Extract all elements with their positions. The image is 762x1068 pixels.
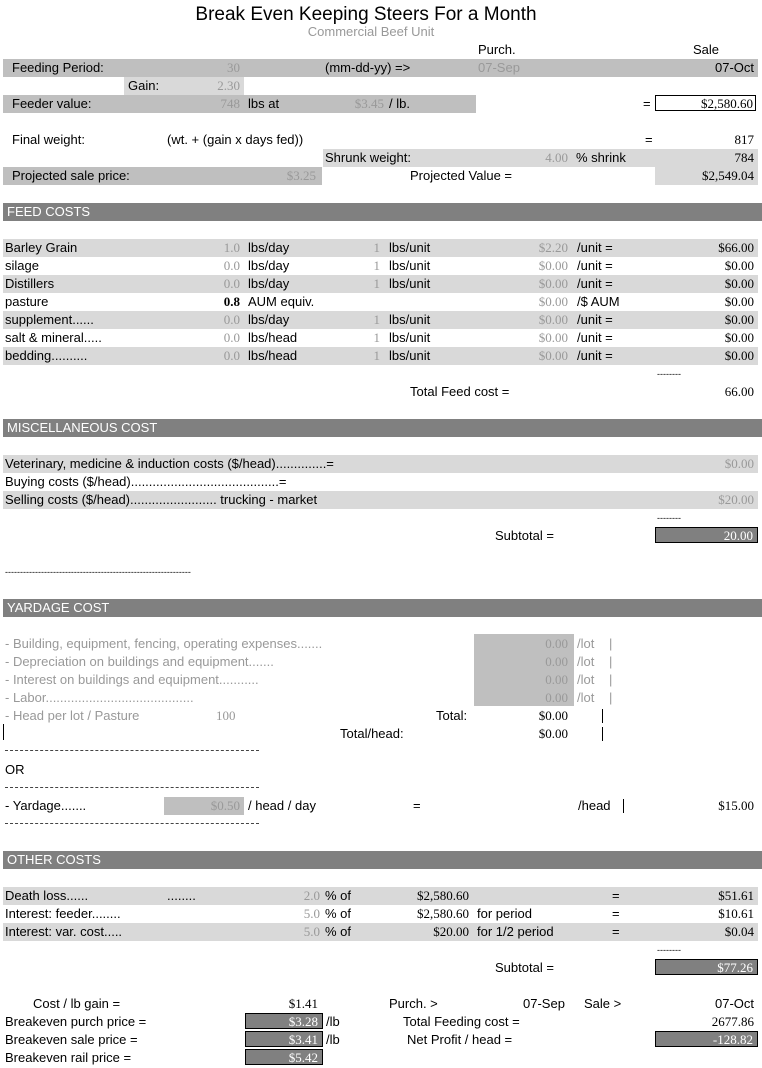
yardage-bar	[602, 727, 603, 741]
be-purch: $3.28	[245, 1013, 323, 1029]
summary-purch-date: 07-Sep	[523, 996, 565, 1011]
feeder-total: $2,580.60	[655, 95, 756, 111]
yardage-item-unit: /lot	[577, 672, 595, 687]
final-weight: 817	[734, 132, 754, 147]
final-weight-formula: (wt. + (gain x days fed))	[167, 132, 304, 147]
feed-price-unit: /unit =	[577, 348, 613, 363]
feed-qty-unit: lbs/day	[248, 240, 290, 255]
feed-item-name: silage	[5, 258, 39, 273]
feeder-price-input[interactable]: $3.45	[354, 96, 384, 111]
yardage-divider	[5, 750, 259, 751]
projected-sale-price-label: Projected sale price:	[12, 168, 130, 183]
feed-qty-input[interactable]: 1.0	[223, 240, 240, 255]
other-pct-input[interactable]: 5.0	[303, 924, 320, 939]
yardage-item-label: - Depreciation on buildings and equipment.......	[5, 654, 274, 669]
other-value: $51.61	[718, 888, 754, 903]
other-pct-input[interactable]: 2.0	[303, 888, 320, 903]
other-costs-header: OTHER COSTS	[3, 851, 762, 869]
other-item-label: Death loss......	[5, 888, 89, 903]
page-subtitle: Commercial Beef Unit	[307, 24, 435, 39]
gain-input[interactable]: 2.30	[217, 78, 240, 93]
yardage-item-input[interactable]: 0.00	[545, 672, 568, 687]
feed-item-name: salt & mineral.....	[5, 330, 102, 345]
feed-price-unit: /unit =	[577, 330, 613, 345]
feed-cost: $0.00	[724, 258, 754, 273]
other-period: for period	[477, 906, 532, 921]
equals-sign: =	[612, 906, 620, 921]
summary-sale-date: 07-Oct	[714, 996, 754, 1011]
feeder-weight-input[interactable]: 748	[220, 96, 240, 111]
equals-sign: =	[612, 924, 620, 939]
feed-cost: $0.00	[724, 294, 754, 309]
be-sale-label: Breakeven sale price =	[5, 1032, 138, 1047]
feed-per-unit: lbs/unit	[389, 312, 431, 327]
feed-per-unit: lbs/unit	[389, 240, 431, 255]
date-format-label: (mm-dd-yy) =>	[325, 60, 411, 75]
feed-row-band	[3, 347, 758, 365]
yardage-item-input[interactable]: 0.00	[545, 690, 568, 705]
feed-qty-unit: lbs/head	[248, 330, 298, 345]
misc-subtotal-label: Subtotal =	[495, 528, 554, 543]
yardage-item-label: - Building, equipment, fencing, operating expenses.......	[5, 636, 323, 651]
feed-qty-unit: lbs/day	[248, 276, 290, 291]
feed-qty-input[interactable]: 0.0	[223, 258, 240, 273]
feed-item-name: supplement......	[5, 312, 94, 327]
yardage-item-unit: /lot	[577, 690, 595, 705]
feed-per-input[interactable]: 1	[373, 240, 380, 255]
yardage-item-unit: /lot	[577, 636, 595, 651]
net-profit-label: Net Profit / head =	[407, 1032, 513, 1047]
gain-label: Gain:	[128, 78, 160, 93]
feed-price-input[interactable]: $2.20	[538, 240, 568, 255]
shrink-pct-input[interactable]: 4.00	[545, 150, 568, 165]
misc-divider: --------------------------------------------------------------	[5, 567, 191, 577]
sale-arrow-label: Sale >	[584, 996, 622, 1011]
feed-price-input[interactable]: $0.00	[538, 312, 568, 327]
head-per-lot-input[interactable]: 100	[216, 708, 236, 723]
yardage-item-bar: |	[609, 672, 613, 687]
other-value: $10.61	[718, 906, 754, 921]
other-pct-input[interactable]: 5.0	[303, 906, 320, 921]
net-profit: -128.82	[655, 1031, 758, 1047]
yardage-total-head: $0.00	[538, 726, 568, 741]
be-rail-label: Breakeven rail price =	[5, 1050, 132, 1065]
be-purch-label: Breakeven purch price =	[5, 1014, 147, 1029]
selling-label: Selling costs ($/head)........................ trucking - market	[5, 492, 318, 507]
vet-label: Veterinary, medicine & induction costs ($/head)..............=	[5, 456, 334, 471]
yardage-total-label: Total:	[436, 708, 468, 723]
feed-cost: $0.00	[724, 276, 754, 291]
yardage-bar	[602, 709, 603, 723]
other-item-label: Interest: var. cost.....	[5, 924, 123, 939]
other-item-dots: ........	[167, 888, 196, 903]
selling-input[interactable]: $20.00	[718, 492, 754, 507]
per-lb-label: / lb.	[389, 96, 410, 111]
feed-qty-input[interactable]: 0.8	[223, 294, 240, 309]
equals-sign: =	[612, 888, 620, 903]
purch-date-input[interactable]: 07-Sep	[478, 60, 520, 75]
other-of-label: % of	[325, 888, 352, 903]
other-period: for 1/2 period	[477, 924, 554, 939]
cost-lb-gain-label: Cost / lb gain =	[33, 996, 121, 1011]
feed-per-input[interactable]: 1	[373, 330, 380, 345]
total-feed-cost: 66.00	[724, 384, 754, 399]
feed-row-band	[3, 239, 758, 257]
feed-per-unit: lbs/unit	[389, 276, 431, 291]
misc-subtotal: 20.00	[655, 527, 758, 543]
feed-price-unit: /$ AUM	[577, 294, 620, 309]
lbs-at-label: lbs at	[248, 96, 280, 111]
yardage-label: - Yardage.......	[5, 798, 87, 813]
feed-price-unit: /unit =	[577, 240, 613, 255]
feed-price-unit: /unit =	[577, 258, 613, 273]
sale-date: 07-Oct	[714, 60, 754, 75]
other-base: $2,580.60	[417, 906, 469, 921]
feed-cost: $66.00	[718, 240, 754, 255]
other-of-label: % of	[325, 906, 352, 921]
projected-sale-price-input[interactable]: $3.25	[286, 168, 316, 183]
feed-price-unit: /unit =	[577, 276, 613, 291]
feed-per-input[interactable]	[350, 293, 380, 311]
feed-per-unit: lbs/unit	[389, 348, 431, 363]
feed-item-name: pasture	[5, 294, 49, 309]
yardage-total-value: $15.00	[718, 798, 754, 813]
feed-item-name: Distillers	[5, 276, 55, 291]
yardage-item-bar: |	[609, 636, 613, 651]
feed-costs-header: FEED COSTS	[3, 203, 762, 221]
yardage-total-head-label: Total/head:	[340, 726, 404, 741]
yardage-divider	[5, 787, 259, 788]
feed-qty-unit: lbs/head	[248, 348, 298, 363]
yardage-total: $0.00	[538, 708, 568, 723]
feed-price-input[interactable]: $0.00	[538, 258, 568, 273]
feeding-period-label: Feeding Period:	[12, 60, 104, 75]
other-item-label: Interest: feeder........	[5, 906, 121, 921]
feed-per-unit: lbs/unit	[389, 330, 431, 345]
feed-price-input[interactable]: $0.00	[538, 276, 568, 291]
feed-qty-unit: lbs/day	[248, 258, 290, 273]
feed-per-input[interactable]: 1	[373, 312, 380, 327]
yardage-rate-input[interactable]: $0.50	[210, 798, 240, 813]
misc-cost-header: MISCELLANEOUS COST	[3, 419, 762, 437]
feed-qty-input[interactable]: 0.0	[223, 276, 240, 291]
shrunk-weight-label: Shrunk weight:	[325, 150, 411, 165]
yardage-cost-header: YARDAGE COST	[3, 599, 762, 617]
purch-label: Purch.	[478, 42, 516, 57]
cost-lb-gain: $1.41	[288, 996, 318, 1011]
shrink-label: % shrink	[576, 150, 626, 165]
per-lb-label: /lb	[326, 1014, 340, 1029]
feed-price-unit: /unit =	[577, 312, 613, 327]
feed-per-unit: lbs/unit	[389, 258, 431, 273]
feed-per-input[interactable]: 1	[373, 276, 380, 291]
vet-input[interactable]: $0.00	[724, 456, 754, 471]
feeding-period-input[interactable]: 30	[227, 60, 240, 75]
other-subtotal-label: Subtotal =	[495, 960, 554, 975]
total-feeding-label: Total Feeding cost =	[403, 1014, 520, 1029]
feed-price-input[interactable]: $0.00	[538, 348, 568, 363]
projected-value-label: Projected Value =	[410, 168, 513, 183]
yardage-item-input[interactable]: 0.00	[545, 636, 568, 651]
equals-sign: =	[643, 96, 651, 111]
total-feeding-cost: 2677.86	[711, 1014, 754, 1029]
sale-label: Sale	[693, 42, 720, 57]
yardage-item-input[interactable]: 0.00	[545, 654, 568, 669]
feed-cost: $0.00	[724, 312, 754, 327]
feed-per-input[interactable]: 1	[373, 258, 380, 273]
be-rail: $5.42	[245, 1049, 323, 1065]
feed-per-input[interactable]: 1	[373, 348, 380, 363]
misc-sub-dashes: --------	[657, 513, 681, 523]
feed-cost: $0.00	[724, 348, 754, 363]
final-weight-label: Final weight:	[12, 132, 85, 147]
feeder-value-label: Feeder value:	[12, 96, 92, 111]
page-title: Break Even Keeping Steers For a Month	[195, 4, 537, 25]
other-value: $0.04	[724, 924, 754, 939]
feed-qty-unit: lbs/day	[248, 312, 290, 327]
other-base: $20.00	[433, 924, 469, 939]
yardage-item-label: - Interest on buildings and equipment...........	[5, 672, 259, 687]
equals-sign: =	[645, 132, 653, 147]
purch-arrow-label: Purch. >	[389, 996, 438, 1011]
cell-cursor	[3, 724, 4, 740]
other-of-label: % of	[325, 924, 352, 939]
yardage-divider	[5, 823, 259, 824]
yardage-item-bar: |	[609, 690, 613, 705]
shrunk-weight: 784	[734, 150, 754, 165]
yardage-item-label: - Labor.........................................	[5, 690, 194, 705]
or-label: OR	[5, 762, 25, 777]
feed-total-dashes: --------	[657, 369, 681, 379]
yardage-item-unit: /lot	[577, 654, 595, 669]
feed-qty-unit: AUM equiv.	[248, 294, 315, 309]
feed-cost: $0.00	[724, 330, 754, 345]
feed-item-name: Barley Grain	[5, 240, 78, 255]
buying-label: Buying costs ($/head).........................................=	[5, 474, 287, 489]
feed-price-input[interactable]: $0.00	[538, 294, 568, 309]
per-lb-label: /lb	[326, 1032, 340, 1047]
other-base: $2,580.60	[417, 888, 469, 903]
projected-value: $2,549.04	[702, 168, 754, 183]
yardage-bar	[623, 799, 624, 813]
feed-qty-input[interactable]: 0.0	[223, 312, 240, 327]
be-sale: $3.41	[245, 1031, 323, 1047]
feed-row-band	[3, 311, 758, 329]
feed-row-band	[3, 275, 758, 293]
feed-qty-input[interactable]: 0.0	[223, 330, 240, 345]
yardage-unit: / head / day	[248, 798, 316, 813]
yardage-item-bar: |	[609, 654, 613, 669]
feed-qty-input[interactable]: 0.0	[223, 348, 240, 363]
equals-sign: =	[413, 798, 421, 813]
other-sub-dashes: --------	[657, 945, 681, 955]
feed-price-input[interactable]: $0.00	[538, 330, 568, 345]
total-feed-cost-label: Total Feed cost =	[410, 384, 510, 399]
feed-item-name: bedding..........	[5, 348, 88, 363]
other-subtotal: $77.26	[655, 959, 758, 975]
per-head-label: /head	[578, 798, 611, 813]
head-per-lot-label: - Head per lot / Pasture	[5, 708, 140, 723]
